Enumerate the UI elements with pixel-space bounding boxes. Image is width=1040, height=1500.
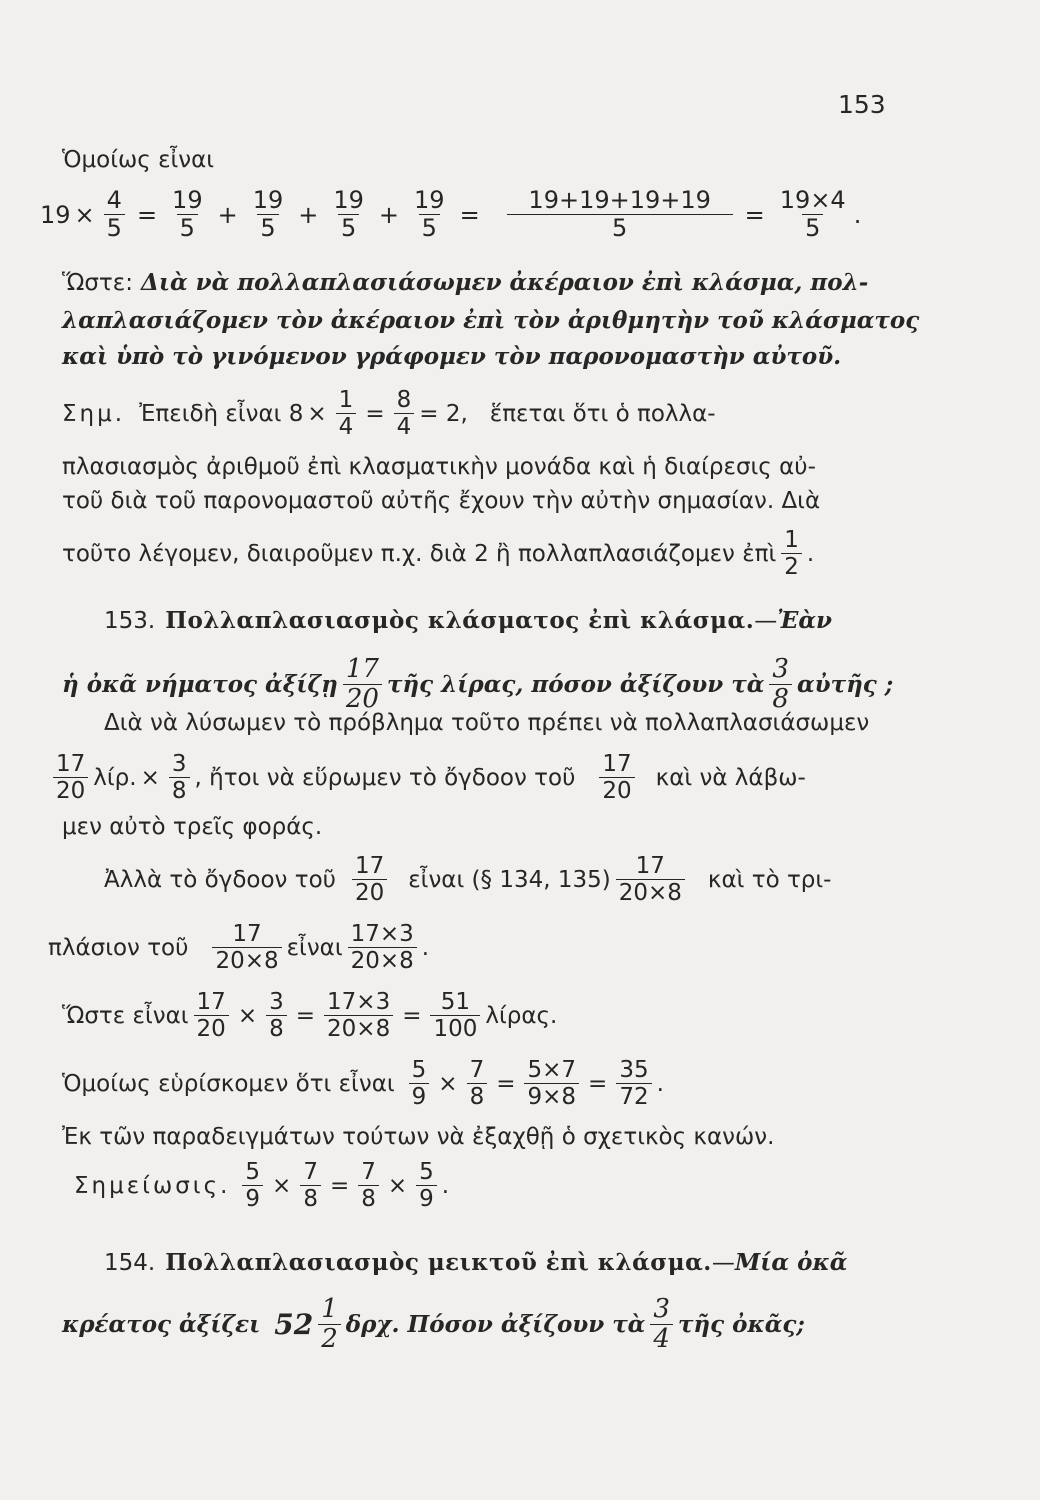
denominator: 72 xyxy=(616,1083,651,1109)
numerator: 3 xyxy=(269,989,284,1015)
denominator: 5 xyxy=(507,214,733,241)
problem-text: κρέατος ἀξίζει xyxy=(62,1310,261,1338)
numerator: 17 xyxy=(602,751,632,777)
denominator: 2 xyxy=(781,553,802,579)
equals-sign: = xyxy=(588,1070,608,1097)
fraction xyxy=(242,1160,263,1211)
fraction xyxy=(169,752,190,803)
dash: — xyxy=(711,1250,735,1276)
denominator: 5 xyxy=(177,214,198,241)
denominator: 4 xyxy=(394,413,415,439)
plus-sign: + xyxy=(217,200,238,229)
numerator: 3 xyxy=(653,1294,670,1324)
numerator: 17 xyxy=(196,989,226,1015)
page-number: 153 xyxy=(838,90,886,119)
section-title: Πολλαπλασιασμὸς μεικτοῦ ἐπὶ κλάσμα. xyxy=(165,1249,712,1276)
numerator: 19 xyxy=(252,186,284,214)
solution-text: καὶ νὰ λάβω- xyxy=(655,764,806,791)
currency-text: λίρας. xyxy=(485,1002,558,1029)
numerator: 19 xyxy=(172,186,203,214)
fraction xyxy=(336,388,357,439)
fraction xyxy=(324,990,393,1041)
numerator: 4 xyxy=(106,186,122,214)
period: . xyxy=(656,1070,664,1097)
fraction xyxy=(411,188,448,241)
intro-line xyxy=(62,145,214,175)
fraction xyxy=(650,1296,673,1354)
rule-line-1 xyxy=(62,268,868,298)
solution-line-8: Ἐκ τῶν παραδειγμάτων τούτων νὰ ἐξαχθῇ ὁ σχετικὸς κανών. xyxy=(62,1124,775,1150)
fraction xyxy=(212,922,281,973)
denominator: 8 xyxy=(467,1083,488,1109)
times-sign: × xyxy=(307,400,327,427)
denominator: 5 xyxy=(257,214,278,241)
denominator: 5 xyxy=(338,214,359,241)
plus-sign: + xyxy=(298,200,319,229)
problem-text: αὐτῆς ; xyxy=(796,670,894,698)
problem-text: δρχ. Πόσον ἀξίζουν τὰ xyxy=(345,1310,646,1338)
problem-text: Ἐὰν xyxy=(777,607,832,634)
remark-line xyxy=(74,1160,449,1211)
denominator: 20 xyxy=(599,777,634,803)
solution-line-5 xyxy=(48,922,429,973)
note-line-3: τοῦ διὰ τοῦ παρονομαστοῦ αὐτῆς ἔχουν τὴν αὐτὴν σημασίαν. Διὰ xyxy=(62,488,821,514)
numerator: 5 xyxy=(419,1159,434,1185)
denominator: 20×8 xyxy=(616,879,685,905)
numerator: 5 xyxy=(411,1057,427,1083)
solution-text: πλάσιον τοῦ xyxy=(48,934,189,961)
remark-label: Σημείωσις. xyxy=(74,1172,231,1199)
section-number: 153. xyxy=(104,608,156,634)
fraction xyxy=(467,1058,488,1109)
numerator: 1 xyxy=(321,1294,338,1324)
problem-text: τῆς ὀκᾶς; xyxy=(677,1310,805,1338)
denominator: 4 xyxy=(336,413,357,439)
numerator: 17×3 xyxy=(350,921,414,947)
denominator: 5 xyxy=(802,214,823,241)
problem-text: ἡ ὀκᾶ νήματος ἀξίζῃ xyxy=(62,670,338,698)
equals-sign: = xyxy=(496,1070,516,1097)
numerator: 3 xyxy=(171,751,187,777)
denominator: 20×8 xyxy=(212,947,281,973)
numerator: 35 xyxy=(619,1057,649,1083)
times-sign: × xyxy=(74,200,95,229)
currency-text: λίρ. xyxy=(93,764,137,791)
fraction xyxy=(352,854,387,905)
solution-text: εἶναι (§ 134, 135) xyxy=(408,866,611,893)
times-sign: × xyxy=(237,1002,258,1029)
denominator: 5 xyxy=(104,214,125,241)
numerator: 19 xyxy=(333,186,364,214)
numerator: 1 xyxy=(784,527,799,553)
fraction xyxy=(358,1160,379,1211)
solution-line-3: μεν αὐτὸ τρεῖς φοράς. xyxy=(62,814,323,840)
fraction xyxy=(507,188,733,241)
numerator: 7 xyxy=(303,1159,318,1185)
rule-line-3: καὶ ὑπὸ τὸ γινόμενον γράφομεν τὸν παρονομαστὴν αὐτοῦ. xyxy=(62,343,842,370)
period: . xyxy=(441,1172,450,1199)
section-153-heading xyxy=(104,606,832,636)
equals-sign: = xyxy=(136,200,158,229)
denominator: 100 xyxy=(430,1015,480,1041)
equals-sign: = xyxy=(744,200,765,229)
numerator: 7 xyxy=(361,1159,376,1185)
solution-line-6 xyxy=(62,990,557,1041)
equals-sign: = xyxy=(402,1002,422,1029)
note-line-1 xyxy=(62,388,716,439)
denominator: 20 xyxy=(194,1015,229,1041)
note-result: = 2, xyxy=(419,400,468,427)
equals-sign: = xyxy=(365,400,385,427)
solution-text: Ὥστε εἶναι xyxy=(62,1002,189,1029)
section-153-problem xyxy=(62,656,893,714)
denominator: 20×8 xyxy=(324,1015,393,1041)
fraction xyxy=(524,1058,579,1109)
fraction xyxy=(194,990,229,1041)
times-sign: × xyxy=(140,764,160,791)
fraction xyxy=(348,922,417,973)
fraction xyxy=(343,656,382,714)
section-154-heading xyxy=(104,1248,847,1278)
note-text: τοῦτο λέγομεν, διαιροῦμεν π.χ. διὰ 2 ἢ πολλαπλασιάζομεν ἐπὶ xyxy=(62,540,777,567)
numerator: 17 xyxy=(232,921,262,947)
numerator: 8 xyxy=(396,387,412,413)
equation-1 xyxy=(40,188,861,241)
numerator: 17 xyxy=(635,853,665,879)
denominator: 2 xyxy=(318,1324,341,1353)
numerator: 17×3 xyxy=(327,989,391,1015)
fraction xyxy=(769,656,792,714)
period: . xyxy=(853,200,862,229)
numerator: 17 xyxy=(345,654,379,684)
fraction xyxy=(416,1160,437,1211)
denominator: 8 xyxy=(266,1015,287,1041)
solution-text: καὶ τὸ τρι- xyxy=(707,866,832,893)
section-154-problem xyxy=(62,1296,805,1354)
denominator: 9×8 xyxy=(524,1083,579,1109)
fraction xyxy=(777,188,849,241)
note-text: Ἐπειδὴ εἶναι 8 xyxy=(139,400,304,427)
denominator: 8 xyxy=(769,684,792,713)
numerator: 17 xyxy=(354,853,385,879)
fraction xyxy=(781,528,802,579)
denominator: 20 xyxy=(352,879,387,905)
fraction xyxy=(599,752,634,803)
times-sign: × xyxy=(272,1172,292,1199)
solution-line-4 xyxy=(104,854,831,905)
solution-text: , ἤτοι νὰ εὕρωμεν τὸ ὄγδοον τοῦ xyxy=(194,764,576,791)
solution-text: Ὁμοίως εὑρίσκομεν ὅτι εἶναι xyxy=(62,1070,395,1097)
plus-sign: + xyxy=(378,200,400,229)
fraction xyxy=(394,388,415,439)
fraction xyxy=(266,990,287,1041)
times-sign: × xyxy=(438,1070,458,1097)
note-line-4 xyxy=(62,528,814,579)
solution-line-2 xyxy=(48,752,806,803)
fraction xyxy=(53,752,88,803)
period: . xyxy=(421,934,430,961)
fraction xyxy=(616,1058,651,1109)
solution-text: Ἀλλὰ τὸ ὄγδοον τοῦ xyxy=(104,866,336,893)
equals-sign: = xyxy=(459,200,480,229)
dash: — xyxy=(754,608,778,634)
equals-sign: = xyxy=(295,1002,316,1029)
section-number: 154. xyxy=(104,1250,156,1276)
denominator: 20 xyxy=(343,684,382,713)
period: . xyxy=(806,540,815,567)
rule-prefix: Ὥστε: xyxy=(62,270,133,296)
numerator: 17 xyxy=(56,751,86,777)
problem-text: Μία ὀκᾶ xyxy=(734,1249,848,1276)
fraction xyxy=(300,1160,321,1211)
solution-line-7 xyxy=(62,1058,664,1109)
times-sign: × xyxy=(387,1172,408,1199)
fraction xyxy=(250,188,287,241)
section-title: Πολλαπλασιασμὸς κλάσματος ἐπὶ κλάσμα. xyxy=(165,607,755,634)
problem-text: τῆς λίρας, πόσον ἀξίζουν τὰ xyxy=(386,670,765,698)
denominator: 9 xyxy=(416,1185,437,1211)
denominator: 4 xyxy=(650,1324,673,1353)
denominator: 8 xyxy=(300,1185,321,1211)
denominator: 9 xyxy=(242,1185,263,1211)
fraction xyxy=(616,854,685,905)
numerator: 19 xyxy=(414,186,445,214)
numerator: 19+19+19+19 xyxy=(528,186,711,214)
numerator: 3 xyxy=(772,654,789,684)
fraction xyxy=(104,188,125,241)
fraction xyxy=(330,188,367,241)
note-label: Σημ. xyxy=(62,400,126,427)
denominator: 8 xyxy=(169,777,190,803)
numerator: 19×4 xyxy=(779,186,846,214)
rule-text: Διὰ νὰ πολλαπλασιάσωμεν ἀκέραιον ἐπὶ κλάσμα, πολ- xyxy=(140,269,869,296)
denominator: 9 xyxy=(409,1083,430,1109)
numerator: 5 xyxy=(245,1159,261,1185)
numerator: 51 xyxy=(440,989,471,1015)
fraction xyxy=(430,990,480,1041)
eq1-integer: 19 xyxy=(40,200,71,229)
mixed-whole: 52 xyxy=(274,1307,314,1341)
note-text: ἕπεται ὅτι ὁ πολλα- xyxy=(489,400,716,427)
denominator: 8 xyxy=(358,1185,379,1211)
denominator: 5 xyxy=(419,214,440,241)
note-line-2: πλασιασμὸς ἀριθμοῦ ἐπὶ κλασματικὴν μονάδα καὶ ἡ διαίρεσις αὐ- xyxy=(62,454,816,480)
denominator: 20×8 xyxy=(348,947,417,973)
denominator: 20 xyxy=(53,777,88,803)
solution-line-1: Διὰ νὰ λύσωμεν τὸ πρόβλημα τοῦτο πρέπει νὰ πολλαπλασιάσωμεν xyxy=(104,710,870,736)
rule-line-2: λαπλασιάζομεν τὸν ἀκέραιον ἐπὶ τὸν ἀριθμητὴν τοῦ κλάσματος xyxy=(62,307,920,334)
equals-sign: = xyxy=(329,1172,350,1199)
intro-text: Ὁμοίως εἶναι xyxy=(62,147,215,173)
fraction xyxy=(409,1058,430,1109)
numerator: 1 xyxy=(338,387,354,413)
solution-text: εἶναι xyxy=(286,934,343,961)
numerator: 7 xyxy=(469,1057,485,1083)
numerator: 5×7 xyxy=(527,1057,577,1083)
fraction xyxy=(318,1296,341,1354)
fraction xyxy=(169,188,206,241)
